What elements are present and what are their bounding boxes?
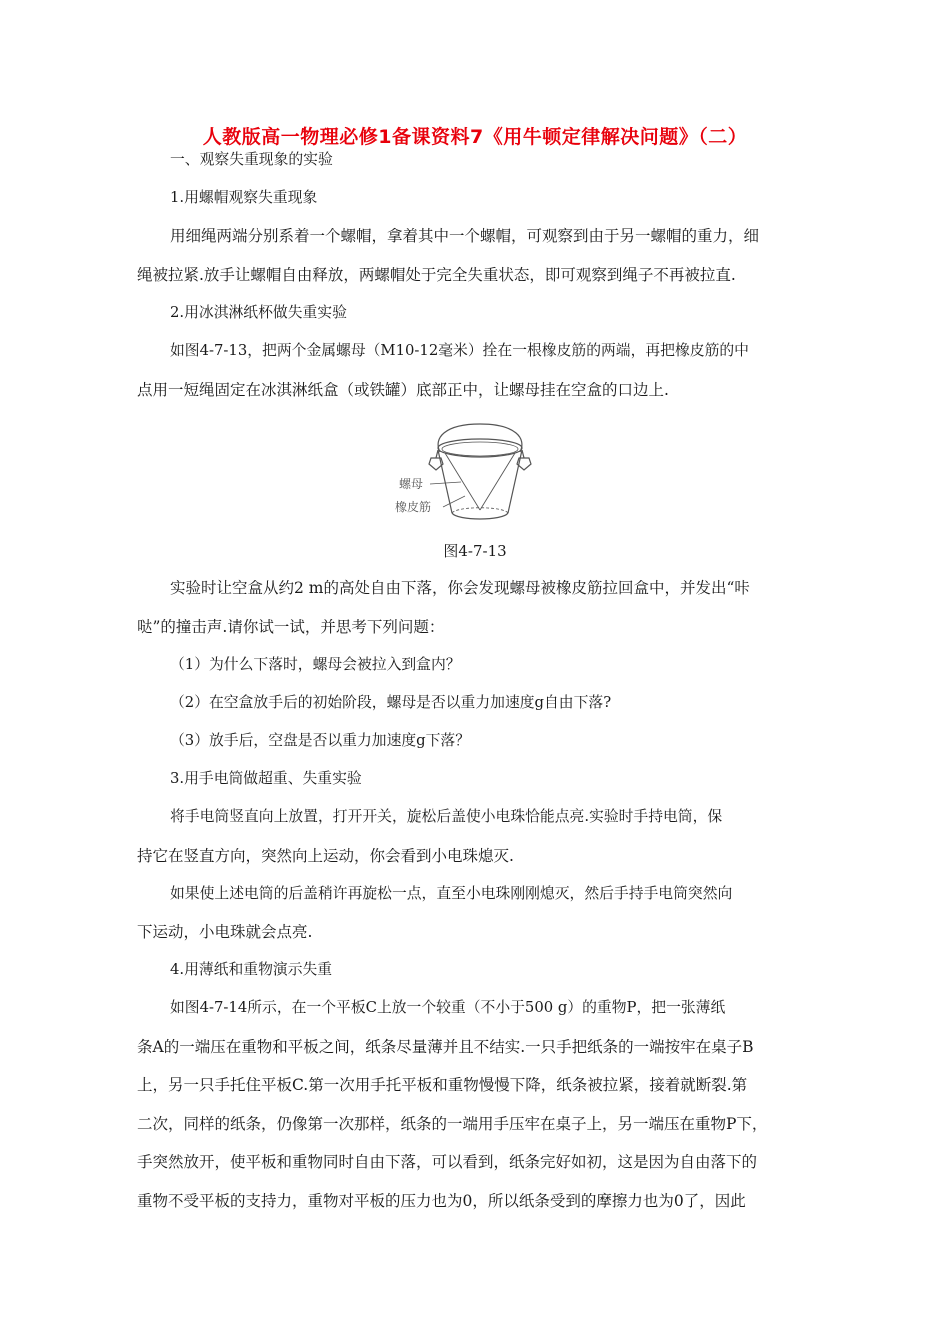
item1-para-line2: 绳被拉紧.放手让螺帽自由释放，两螺帽处于完全失重状态，即可观察到绳子不再被拉直. <box>137 266 736 284</box>
item4-line: 手突然放开，使平板和重物同时自由下落，可以看到，纸条完好如初，这是因为自由落下的 <box>137 1153 758 1171</box>
item4-line: 条A的一端压在重物和平板之间，纸条尽量薄并且不结实.一只手把纸条的一端按牢在桌子B <box>137 1038 754 1056</box>
item1-para-line1: 用细绳两端分别系着一个螺帽，拿着其中一个螺帽，可观察到由于另一螺帽的重力，细 <box>170 227 760 245</box>
item3-p2-line1: 如果使上述电筒的后盖稍许再旋松一点，直至小电珠刚刚熄灭，然后手持手电筒突然向 <box>170 885 733 902</box>
item3-heading: 3.用手电筒做超重、失重实验 <box>170 770 362 787</box>
section-heading: 一、观察失重现象的实验 <box>170 151 333 168</box>
figure-caption: 图4-7-13 <box>443 542 507 560</box>
item4-line: 上，另一只手托住平板C.第一次用手托平板和重物慢慢下降，纸条被拉紧，接着就断裂.第 <box>137 1076 748 1094</box>
figure-label-band: 橡皮筋 <box>395 500 432 514</box>
item3-p2-line2: 下运动，小电珠就会点亮. <box>137 923 313 941</box>
experiment-line1: 实验时让空盒从约2 m的高处自由下落，你会发现螺母被橡皮筋拉回盒中，并发出“咔 <box>170 579 750 597</box>
experiment-line2: 哒”的撞击声.请你试一试，并思考下列问题： <box>137 618 445 636</box>
bucket-figure <box>395 418 565 528</box>
bucket-handle <box>438 424 522 452</box>
item4-line: 重物不受平板的支持力，重物对平板的压力也为0，所以纸条受到的摩擦力也为0了，因此 <box>137 1192 746 1210</box>
figure-label-nut: 螺母 <box>399 477 424 491</box>
item4-line: 二次，同样的纸条，仍像第一次那样，纸条的一端用手压牢在桌子上，另一端压在重物P下， <box>137 1115 768 1133</box>
item4-line: 如图4-7-14所示，在一个平板C上放一个较重（不小于500 g）的重物P，把一张薄纸 <box>170 999 726 1016</box>
question-2: （2）在空盒放手后的初始阶段，螺母是否以重力加速度g自由下落? <box>170 694 612 711</box>
item2-para-line2: 点用一短绳固定在冰淇淋纸盒（或铁罐）底部正中，让螺母挂在空盒的口边上. <box>137 381 669 399</box>
question-1: （1）为什么下落时，螺母会被拉入到盒内？ <box>170 656 461 673</box>
item1-heading: 1.用螺帽观察失重现象 <box>170 189 318 206</box>
question-3: （3）放手后，空盘是否以重力加速度g下落？ <box>170 732 471 749</box>
item3-p1-line1: 将手电筒竖直向上放置，打开开关，旋松后盖使小电珠恰能点亮.实验时手持电筒，保 <box>170 808 723 825</box>
item2-para-line1: 如图4-7-13，把两个金属螺母（M10-12毫米）拴在一根橡皮筋的两端，再把橡皮筋的中 <box>170 342 749 359</box>
item2-heading: 2.用冰淇淋纸杯做失重实验 <box>170 304 347 321</box>
document-title: 人教版高一物理必修1备课资料7《用牛顿定律解决问题》（二） <box>202 126 748 148</box>
item3-p1-line2: 持它在竖直方向，突然向上运动，你会看到小电珠熄灭. <box>137 847 514 865</box>
item4-heading: 4.用薄纸和重物演示失重 <box>170 961 333 978</box>
